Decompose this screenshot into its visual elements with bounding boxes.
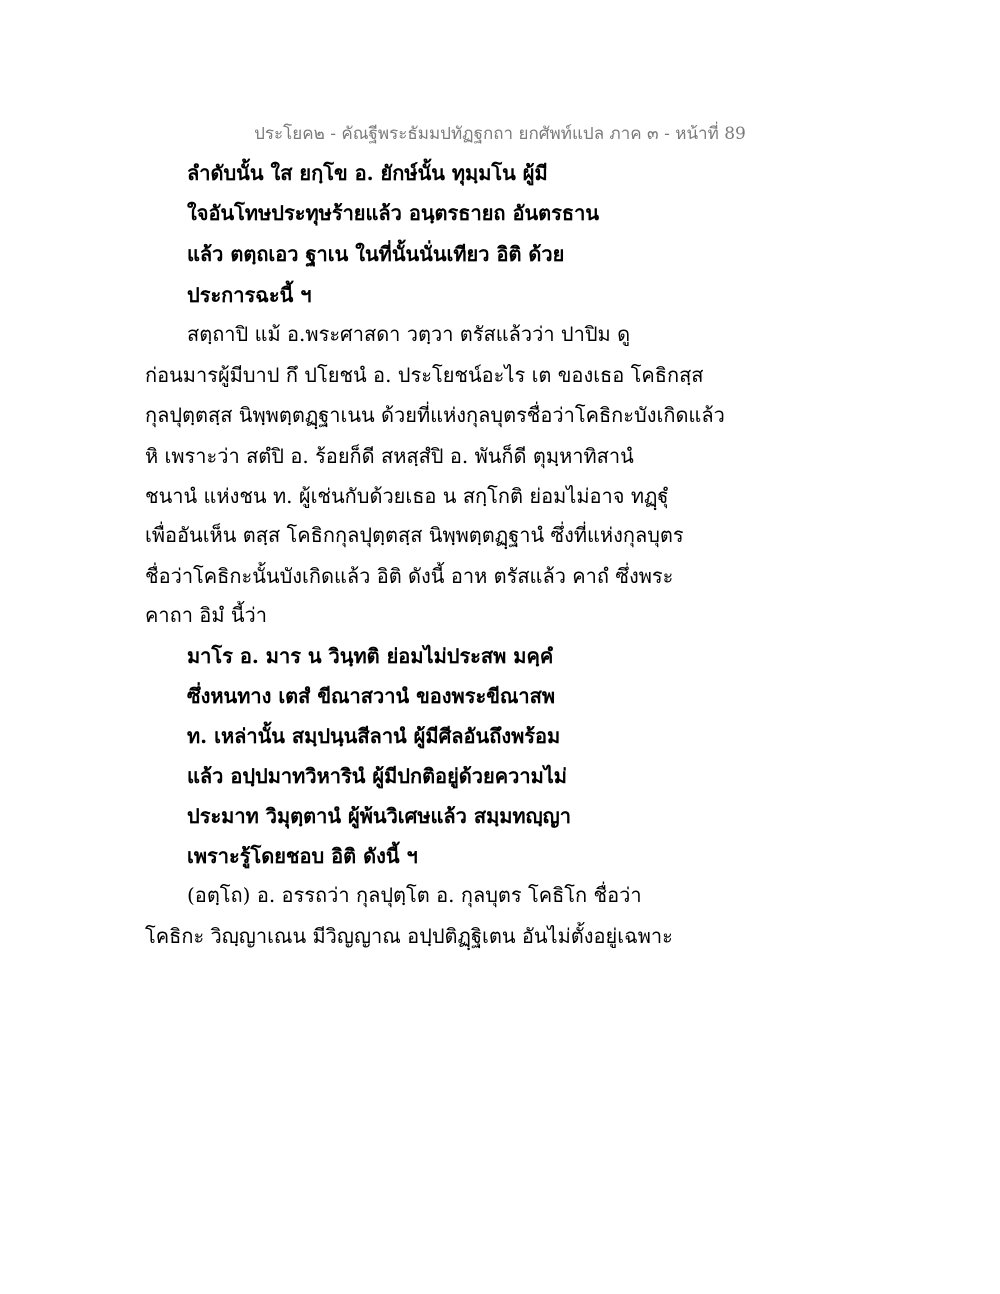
text-line: ท. เหล่านั้น สมฺปนฺนสีลานํ ผู้มีศีลอันถึงพร้อม bbox=[187, 724, 561, 748]
text-line: กุลปุตฺตสฺส นิพฺพตฺตฏฺฐาเนน ด้วยที่แห่งกุลบุตรชื่อว่าโคธิกะบังเกิดแล้ว bbox=[145, 403, 725, 427]
text-line: ประมาท วิมุตฺตานํ ผู้พ้นวิเศษแล้ว สมฺมทญฺญา bbox=[187, 804, 571, 828]
text-line: สตฺถาปิ แม้ อ.พระศาสดา วตฺวา ตรัสแล้วว่า ปาปิม ดู bbox=[187, 322, 631, 346]
text-line: แล้ว ตตฺถเอว ฐาเน ในที่นั้นนั่นเทียว อิติ ด้วย bbox=[187, 242, 565, 266]
page-header: ประโยค๒ - คัณฐีพระธัมมปทัฏฐกถา ยกศัพท์แปล ภาค ๓ - หน้าที่ 89 bbox=[254, 124, 746, 144]
text-line: มาโร อ. มาร น วินฺทติ ย่อมไม่ประสพ มคฺคํ bbox=[187, 644, 554, 668]
text-line: (อตฺโถ) อ. อรรถว่า กุลปุตฺโต อ. กุลบุตร โคธิโก ชื่อว่า bbox=[187, 883, 642, 907]
text-line: ลำดับนั้น ใส ยกฺโข อ. ยักษ์นั้น ทุมฺมโน ผู้มี bbox=[187, 161, 548, 185]
text-line: แล้ว อปฺปมาทวิหารินํ ผู้มีปกติอยู่ด้วยความไม่ bbox=[187, 764, 567, 788]
text-line: ก่อนมารผู้มีบาป กึ ปโยชนํ อ. ประโยชน์อะไร เต ของเธอ โคธิกสฺส bbox=[145, 363, 704, 387]
text-line: คาถา อิมํ นี้ว่า bbox=[145, 603, 267, 627]
text-line: โคธิกะ วิญฺญาเณน มีวิญญาณ อปฺปติฏฺฐิเตน อันไม่ตั้งอยู่เฉพาะ bbox=[145, 924, 673, 948]
text-line: ชนานํ แห่งชน ท. ผู้เช่นกับด้วยเธอ น สกฺโกติ ย่อมไม่อาจ ทฏฺฐุํ bbox=[145, 484, 669, 508]
text-line: เพื่ออันเห็น ตสฺส โคธิกกุลปุตฺตสฺส นิพฺพตฺตฏฺฐานํ ซึ่งที่แห่งกุลบุตร bbox=[145, 523, 684, 547]
text-line: ใจอันโทษประทุษร้ายแล้ว อนฺตรธายถ อันตรธาน bbox=[187, 201, 600, 225]
text-line: หิ เพราะว่า สตํปิ อ. ร้อยก็ดี สหสฺสํปิ อ. พันก็ดี ตุมฺหาทิสานํ bbox=[145, 444, 634, 468]
text-line: ประการฉะนี้ ฯ bbox=[187, 283, 312, 307]
text-line: เพราะรู้โดยชอบ อิติ ดังนี้ ฯ bbox=[187, 844, 418, 868]
text-line: ชื่อว่าโคธิกะนั้นบังเกิดแล้ว อิติ ดังนี้ อาห ตรัสแล้ว คาถํ ซึ่งพระ bbox=[145, 564, 674, 588]
text-line: ซึ่งหนทาง เตสํ ขีณาสวานํ ของพระขีณาสพ bbox=[187, 684, 556, 708]
